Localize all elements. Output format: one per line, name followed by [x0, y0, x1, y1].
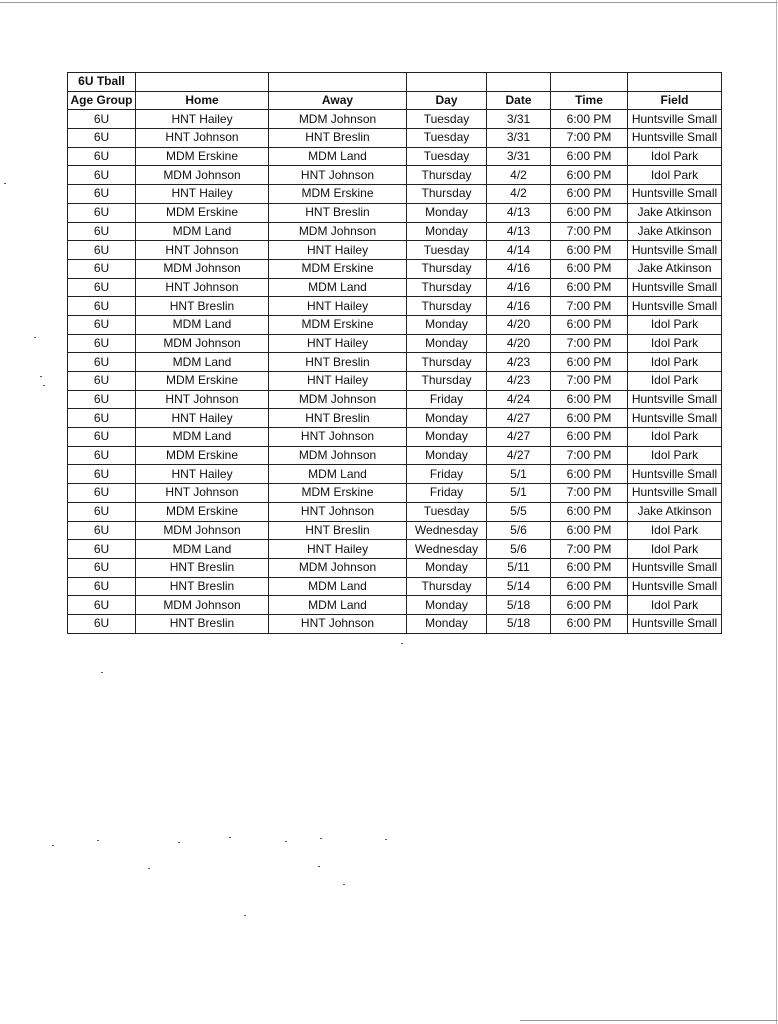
cell-age-group: 6U [68, 222, 136, 241]
cell-away: HNT Hailey [269, 540, 407, 559]
cell-home: HNT Hailey [136, 409, 269, 428]
cell-date: 4/20 [487, 334, 551, 353]
table-row [68, 614, 722, 633]
cell-age-group: 6U [68, 614, 136, 633]
cell-home: MDM Erskine [136, 372, 269, 391]
table-row [68, 353, 722, 372]
cell-away: MDM Land [269, 596, 407, 615]
cell-age-group: 6U [68, 241, 136, 260]
cell-time: 7:00 PM [551, 297, 628, 316]
cell-home: HNT Johnson [136, 484, 269, 503]
cell-home: MDM Johnson [136, 334, 269, 353]
scan-speck [148, 868, 150, 869]
table-row [68, 222, 722, 241]
cell-time: 6:00 PM [551, 166, 628, 185]
cell-time: 6:00 PM [551, 390, 628, 409]
cell-age-group: 6U [68, 521, 136, 540]
cell-away: MDM Erskine [269, 484, 407, 503]
header-age-group: Age Group [68, 91, 136, 110]
schedule-body [68, 73, 722, 634]
cell-time: 6:00 PM [551, 110, 628, 129]
cell-time: 6:00 PM [551, 596, 628, 615]
cell-away: HNT Hailey [269, 297, 407, 316]
table-row [68, 428, 722, 447]
cell-date: 4/16 [487, 278, 551, 297]
table-row [68, 110, 722, 129]
caption-empty-cell [136, 73, 269, 92]
cell-away: MDM Johnson [269, 446, 407, 465]
cell-field: Huntsville Small [628, 558, 722, 577]
cell-day: Monday [407, 409, 487, 428]
table-row [68, 521, 722, 540]
header-day: Day [407, 91, 487, 110]
cell-date: 3/31 [487, 110, 551, 129]
header-row [68, 91, 722, 110]
cell-time: 6:00 PM [551, 409, 628, 428]
cell-away: HNT Johnson [269, 614, 407, 633]
cell-date: 4/2 [487, 185, 551, 204]
scan-speck [401, 643, 403, 644]
scan-speck [285, 841, 287, 842]
header-field: Field [628, 91, 722, 110]
cell-away: MDM Johnson [269, 110, 407, 129]
cell-away: HNT Breslin [269, 203, 407, 222]
cell-field: Huntsville Small [628, 129, 722, 148]
scan-speck [40, 376, 42, 377]
cell-date: 5/1 [487, 484, 551, 503]
cell-age-group: 6U [68, 372, 136, 391]
caption-row [68, 73, 722, 92]
cell-date: 5/6 [487, 540, 551, 559]
cell-day: Monday [407, 614, 487, 633]
cell-age-group: 6U [68, 334, 136, 353]
cell-day: Thursday [407, 297, 487, 316]
cell-age-group: 6U [68, 390, 136, 409]
cell-day: Tuesday [407, 241, 487, 260]
cell-age-group: 6U [68, 428, 136, 447]
cell-home: MDM Erskine [136, 203, 269, 222]
cell-away: HNT Hailey [269, 372, 407, 391]
scan-speck [320, 838, 322, 839]
table-row [68, 409, 722, 428]
cell-date: 5/18 [487, 596, 551, 615]
cell-day: Monday [407, 446, 487, 465]
cell-field: Huntsville Small [628, 241, 722, 260]
cell-date: 4/13 [487, 222, 551, 241]
cell-date: 4/2 [487, 166, 551, 185]
cell-date: 3/31 [487, 129, 551, 148]
cell-age-group: 6U [68, 278, 136, 297]
cell-home: MDM Land [136, 222, 269, 241]
cell-away: MDM Land [269, 147, 407, 166]
cell-time: 6:00 PM [551, 203, 628, 222]
cell-field: Jake Atkinson [628, 502, 722, 521]
table-row [68, 372, 722, 391]
table-row [68, 465, 722, 484]
cell-day: Tuesday [407, 147, 487, 166]
table-row [68, 315, 722, 334]
cell-date: 5/18 [487, 614, 551, 633]
cell-day: Friday [407, 390, 487, 409]
cell-field: Huntsville Small [628, 614, 722, 633]
header-time: Time [551, 91, 628, 110]
cell-home: HNT Hailey [136, 465, 269, 484]
cell-date: 5/6 [487, 521, 551, 540]
cell-away: HNT Johnson [269, 428, 407, 447]
cell-date: 4/20 [487, 315, 551, 334]
cell-field: Idol Park [628, 521, 722, 540]
table-row [68, 297, 722, 316]
cell-day: Monday [407, 222, 487, 241]
scan-speck [343, 884, 345, 885]
cell-date: 5/11 [487, 558, 551, 577]
cell-time: 6:00 PM [551, 521, 628, 540]
cell-field: Idol Park [628, 315, 722, 334]
cell-time: 7:00 PM [551, 372, 628, 391]
scan-speck [52, 845, 54, 846]
cell-away: MDM Land [269, 278, 407, 297]
table-row [68, 259, 722, 278]
table-row [68, 166, 722, 185]
cell-age-group: 6U [68, 166, 136, 185]
cell-age-group: 6U [68, 596, 136, 615]
scan-speck [97, 840, 99, 841]
cell-field: Idol Park [628, 372, 722, 391]
cell-time: 6:00 PM [551, 315, 628, 334]
cell-home: HNT Hailey [136, 110, 269, 129]
scan-edge-bottom [520, 1020, 778, 1021]
cell-time: 7:00 PM [551, 446, 628, 465]
cell-date: 4/13 [487, 203, 551, 222]
cell-home: HNT Breslin [136, 614, 269, 633]
cell-home: MDM Erskine [136, 446, 269, 465]
cell-home: MDM Land [136, 540, 269, 559]
cell-field: Huntsville Small [628, 278, 722, 297]
cell-date: 4/27 [487, 446, 551, 465]
caption-empty-cell [628, 73, 722, 92]
cell-away: HNT Johnson [269, 502, 407, 521]
cell-home: MDM Erskine [136, 502, 269, 521]
cell-home: MDM Land [136, 315, 269, 334]
caption-empty-cell [407, 73, 487, 92]
table-row [68, 241, 722, 260]
cell-field: Jake Atkinson [628, 222, 722, 241]
cell-away: MDM Land [269, 577, 407, 596]
cell-date: 4/23 [487, 372, 551, 391]
cell-time: 6:00 PM [551, 259, 628, 278]
cell-day: Tuesday [407, 110, 487, 129]
cell-away: HNT Hailey [269, 241, 407, 260]
cell-time: 7:00 PM [551, 484, 628, 503]
cell-home: MDM Johnson [136, 521, 269, 540]
cell-day: Wednesday [407, 521, 487, 540]
cell-day: Monday [407, 203, 487, 222]
cell-away: HNT Breslin [269, 353, 407, 372]
cell-date: 4/14 [487, 241, 551, 260]
cell-field: Jake Atkinson [628, 203, 722, 222]
cell-field: Idol Park [628, 428, 722, 447]
cell-field: Idol Park [628, 166, 722, 185]
cell-age-group: 6U [68, 110, 136, 129]
cell-age-group: 6U [68, 465, 136, 484]
cell-age-group: 6U [68, 577, 136, 596]
cell-day: Monday [407, 334, 487, 353]
cell-away: MDM Erskine [269, 185, 407, 204]
cell-date: 4/16 [487, 259, 551, 278]
cell-day: Thursday [407, 166, 487, 185]
cell-time: 6:00 PM [551, 428, 628, 447]
table-row [68, 129, 722, 148]
cell-time: 7:00 PM [551, 222, 628, 241]
scan-speck [385, 839, 387, 840]
cell-day: Monday [407, 558, 487, 577]
cell-age-group: 6U [68, 502, 136, 521]
cell-away: HNT Johnson [269, 166, 407, 185]
table-row [68, 203, 722, 222]
table-row [68, 147, 722, 166]
cell-home: HNT Johnson [136, 241, 269, 260]
table-row [68, 278, 722, 297]
cell-field: Huntsville Small [628, 484, 722, 503]
cell-age-group: 6U [68, 409, 136, 428]
cell-date: 4/27 [487, 409, 551, 428]
table-row [68, 446, 722, 465]
cell-away: MDM Johnson [269, 222, 407, 241]
cell-away: MDM Erskine [269, 259, 407, 278]
cell-age-group: 6U [68, 129, 136, 148]
cell-field: Idol Park [628, 334, 722, 353]
cell-time: 6:00 PM [551, 353, 628, 372]
cell-field: Jake Atkinson [628, 259, 722, 278]
cell-day: Tuesday [407, 129, 487, 148]
cell-date: 4/23 [487, 353, 551, 372]
table-row [68, 596, 722, 615]
cell-home: HNT Johnson [136, 278, 269, 297]
cell-home: MDM Johnson [136, 166, 269, 185]
cell-field: Huntsville Small [628, 465, 722, 484]
cell-day: Monday [407, 315, 487, 334]
cell-field: Idol Park [628, 540, 722, 559]
cell-age-group: 6U [68, 185, 136, 204]
table-row [68, 558, 722, 577]
cell-field: Huntsville Small [628, 409, 722, 428]
cell-time: 6:00 PM [551, 241, 628, 260]
cell-away: HNT Breslin [269, 521, 407, 540]
table-caption: 6U Tball [68, 73, 136, 92]
cell-time: 6:00 PM [551, 558, 628, 577]
scan-speck [178, 842, 180, 843]
cell-day: Thursday [407, 353, 487, 372]
cell-date: 5/14 [487, 577, 551, 596]
cell-age-group: 6U [68, 315, 136, 334]
cell-field: Huntsville Small [628, 297, 722, 316]
scan-speck [43, 385, 45, 386]
cell-day: Friday [407, 484, 487, 503]
cell-day: Thursday [407, 185, 487, 204]
cell-home: HNT Johnson [136, 390, 269, 409]
scan-speck [229, 837, 231, 838]
cell-age-group: 6U [68, 446, 136, 465]
cell-field: Idol Park [628, 147, 722, 166]
cell-time: 6:00 PM [551, 614, 628, 633]
cell-date: 5/1 [487, 465, 551, 484]
cell-time: 7:00 PM [551, 129, 628, 148]
cell-age-group: 6U [68, 484, 136, 503]
cell-time: 7:00 PM [551, 334, 628, 353]
schedule-table [67, 72, 722, 634]
scan-speck [318, 866, 320, 867]
cell-age-group: 6U [68, 297, 136, 316]
cell-age-group: 6U [68, 259, 136, 278]
table-row [68, 577, 722, 596]
cell-away: MDM Land [269, 465, 407, 484]
cell-day: Thursday [407, 259, 487, 278]
cell-age-group: 6U [68, 540, 136, 559]
cell-time: 6:00 PM [551, 278, 628, 297]
cell-time: 7:00 PM [551, 540, 628, 559]
cell-age-group: 6U [68, 203, 136, 222]
cell-away: MDM Erskine [269, 315, 407, 334]
cell-day: Wednesday [407, 540, 487, 559]
table-row [68, 484, 722, 503]
cell-home: MDM Land [136, 428, 269, 447]
cell-home: HNT Hailey [136, 185, 269, 204]
cell-home: MDM Land [136, 353, 269, 372]
cell-date: 4/16 [487, 297, 551, 316]
cell-home: HNT Breslin [136, 558, 269, 577]
table-row [68, 540, 722, 559]
table-row [68, 390, 722, 409]
cell-away: HNT Hailey [269, 334, 407, 353]
cell-time: 6:00 PM [551, 185, 628, 204]
cell-home: HNT Breslin [136, 577, 269, 596]
cell-date: 3/31 [487, 147, 551, 166]
header-home: Home [136, 91, 269, 110]
scan-speck [4, 183, 6, 184]
cell-field: Huntsville Small [628, 577, 722, 596]
cell-time: 6:00 PM [551, 577, 628, 596]
caption-empty-cell [487, 73, 551, 92]
cell-home: HNT Breslin [136, 297, 269, 316]
cell-date: 5/5 [487, 502, 551, 521]
cell-time: 6:00 PM [551, 465, 628, 484]
cell-field: Idol Park [628, 446, 722, 465]
cell-age-group: 6U [68, 353, 136, 372]
cell-date: 4/24 [487, 390, 551, 409]
header-away: Away [269, 91, 407, 110]
cell-field: Idol Park [628, 596, 722, 615]
table-row [68, 334, 722, 353]
table-row [68, 502, 722, 521]
cell-date: 4/27 [487, 428, 551, 447]
cell-field: Idol Park [628, 353, 722, 372]
cell-time: 6:00 PM [551, 147, 628, 166]
caption-empty-cell [551, 73, 628, 92]
scan-edge-right [776, 0, 777, 1024]
cell-home: HNT Johnson [136, 129, 269, 148]
cell-away: HNT Breslin [269, 129, 407, 148]
table-row [68, 185, 722, 204]
cell-home: MDM Johnson [136, 259, 269, 278]
cell-away: MDM Johnson [269, 558, 407, 577]
cell-day: Tuesday [407, 502, 487, 521]
cell-day: Monday [407, 428, 487, 447]
scan-speck [101, 672, 103, 673]
cell-time: 6:00 PM [551, 502, 628, 521]
cell-field: Huntsville Small [628, 110, 722, 129]
scan-edge-top [0, 2, 778, 3]
cell-day: Monday [407, 596, 487, 615]
scan-speck [244, 915, 246, 916]
cell-age-group: 6U [68, 558, 136, 577]
cell-field: Huntsville Small [628, 185, 722, 204]
cell-away: HNT Breslin [269, 409, 407, 428]
caption-empty-cell [269, 73, 407, 92]
cell-day: Thursday [407, 372, 487, 391]
cell-age-group: 6U [68, 147, 136, 166]
cell-home: MDM Erskine [136, 147, 269, 166]
header-date: Date [487, 91, 551, 110]
scan-speck [34, 337, 36, 338]
cell-home: MDM Johnson [136, 596, 269, 615]
cell-away: MDM Johnson [269, 390, 407, 409]
cell-field: Huntsville Small [628, 390, 722, 409]
cell-day: Thursday [407, 278, 487, 297]
cell-day: Friday [407, 465, 487, 484]
cell-day: Thursday [407, 577, 487, 596]
